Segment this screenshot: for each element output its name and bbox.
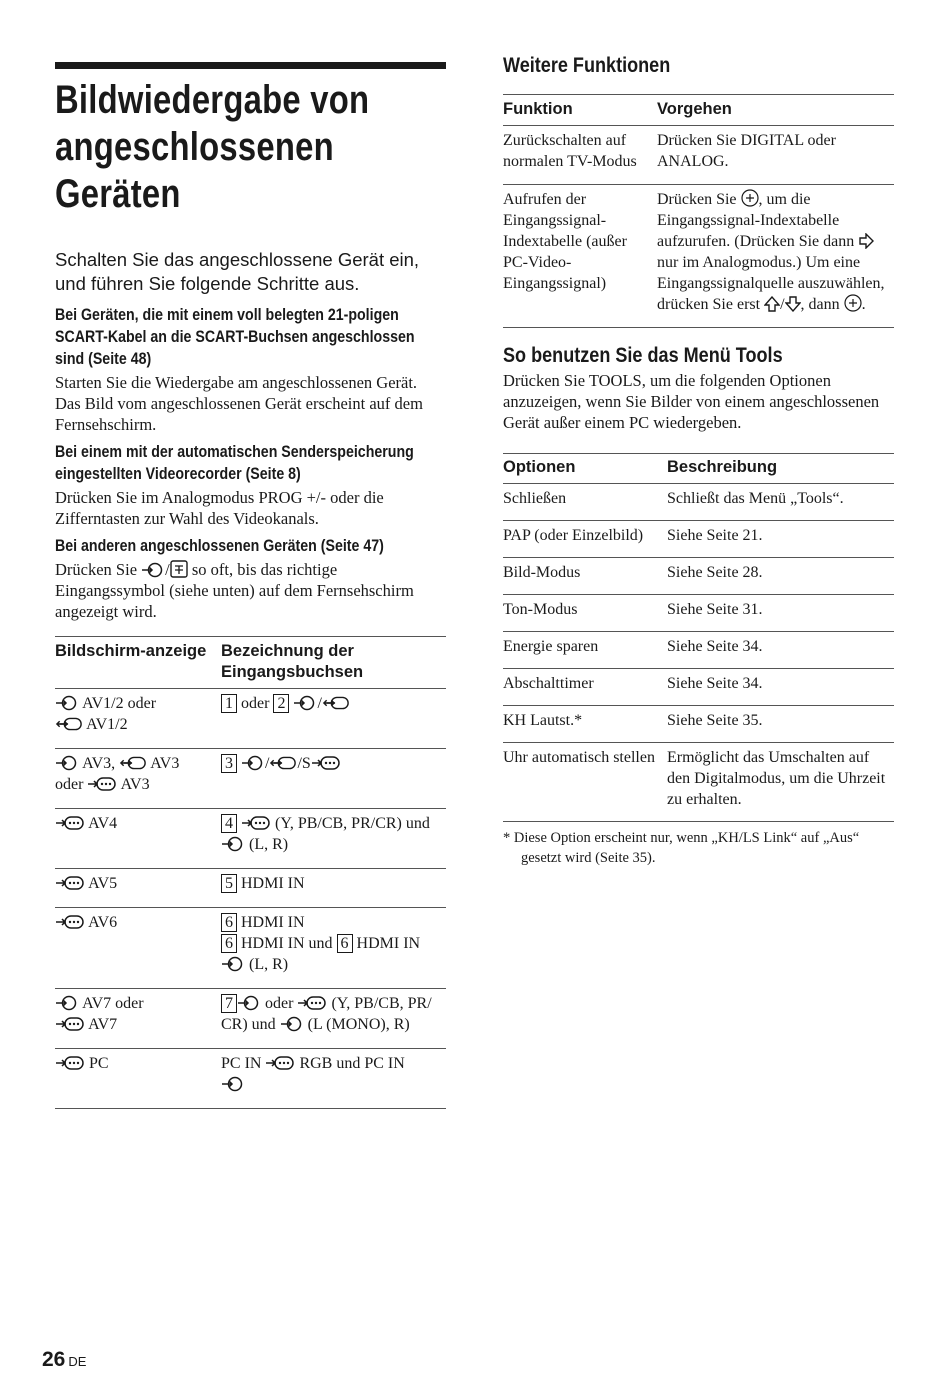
input-icon: [141, 562, 165, 578]
input-table: [55, 636, 446, 1109]
input-icon: [237, 995, 261, 1011]
jack-number: 3: [221, 754, 237, 773]
section-body-other-post: so oft, bis das richtige Eingangssymbol (siehe unten) auf dem Fernsehschirm angezeigt wird.: [55, 560, 414, 621]
component-icon: [241, 815, 271, 831]
rgb-input-icon: [55, 716, 83, 732]
jack-number: 5: [221, 874, 237, 893]
table-row: AV4 4 (Y, PB/CB, PR/CR) und (L, R): [55, 809, 446, 869]
jack-number: 4: [221, 814, 237, 833]
section-body-scart-2: Das Bild vom angeschlossenen Gerät erscheint auf dem Fernsehschirm.: [55, 394, 423, 434]
intro-text: Schalten Sie das angeschlossene Gerät ein, und führen Sie folgende Schritte aus.: [55, 249, 420, 294]
tools-heading: So benutzen Sie das Menü Tools: [503, 344, 783, 367]
jack-number: 1: [221, 694, 237, 713]
page-title: Bildwiedergabe von angeschlossenen Geräten: [55, 78, 370, 216]
input-icon: [55, 695, 79, 711]
arrow-up-icon: [764, 296, 780, 312]
table-row: AV1/2 oder AV1/2 1 oder 2 /: [55, 689, 446, 749]
section-heading-vcr: Bei einem mit der automatischen Senderspeicherung eingestellten Videorecorder (Seite 8): [55, 443, 414, 483]
header-function: Funktion: [503, 95, 657, 126]
table-row: AV7 oder AV7 7 oder (Y, PB/CB, PR/ CR) und (L (MONO), R): [55, 989, 446, 1049]
table-row: PC PC IN RGB und PC IN: [55, 1049, 446, 1109]
plus-circle-icon: [844, 294, 862, 312]
table-row: AV3, AV3 oder AV3 3 / /S: [55, 749, 446, 809]
section-body-vcr: Drücken Sie im Analogmodus PROG +/- oder die Zifferntasten zur Wahl des Videokanals.: [55, 488, 384, 528]
right-column: [503, 52, 894, 868]
table-row: Aufrufen der Eingangssignal-Indextabelle (außer PC-Video-Eingangssignal) Drücken Sie , um die Eingangssignal-Indextabelle aufzurufen. (Drücken Sie dann nur im Analogmodus.) Um eine Eingangssignalquelle auszuwählen, drücken Sie erst / , dann .: [503, 185, 894, 328]
header-procedure: Vorgehen: [657, 95, 894, 126]
title-rule: [55, 62, 446, 69]
scart-icon: [293, 695, 317, 711]
input-icon: [55, 755, 79, 771]
rgb-input-icon: [119, 755, 147, 771]
functions-heading: Weitere Funktionen: [503, 54, 671, 77]
component-icon: [55, 914, 85, 930]
section-body-other: Drücken Sie / so oft, bis das richtige Eingangssymbol (siehe unten) auf dem Fernsehschirm angezeigt wird.: [55, 560, 414, 621]
tools-table: [503, 453, 894, 822]
section-body-scart-1: Starten Sie die Wiedergabe am angeschlossenen Gerät.: [55, 373, 418, 392]
plus-circle-icon: [741, 189, 759, 207]
component-icon: [297, 995, 327, 1011]
table-row: PAP (oder Einzelbild) Siehe Seite 21.: [503, 521, 894, 558]
table-row: AV5 5 HDMI IN: [55, 869, 446, 908]
input-icon: [221, 836, 245, 852]
jack-number: 6: [221, 934, 237, 953]
header-description: Beschreibung: [667, 454, 894, 484]
component-icon: [55, 1016, 85, 1032]
header-options: Optionen: [503, 454, 667, 484]
jack-number: 6: [337, 934, 353, 953]
section-heading-scart: Bei Geräten, die mit einem voll belegten 21-poligen SCART-Kabel an die SCART-Buchsen angeschlossen sind (Seite 48): [55, 306, 415, 368]
svideo-icon: [311, 755, 341, 771]
table-row: Uhr automatisch stellen Ermöglicht das Umschalten auf den Digitalmodus, um die Uhrzeit zu erhalten.: [503, 743, 894, 822]
input-table-header: [55, 637, 446, 689]
component-icon: [55, 875, 85, 891]
table-row: Abschalttimer Siehe Seite 34.: [503, 669, 894, 706]
section-body-other-pre: Drücken Sie: [55, 560, 138, 579]
input-icon: [221, 956, 245, 972]
arrow-down-icon: [785, 296, 801, 312]
page-number: [42, 1348, 86, 1372]
component-icon: [55, 815, 85, 831]
table-row: Schließen Schließt das Menü „Tools“.: [503, 484, 894, 521]
component-icon: [55, 1055, 85, 1071]
page-language: DE: [68, 1354, 87, 1369]
input-icon: [221, 1076, 245, 1092]
component-icon: [265, 1055, 295, 1071]
tv-input-icon: [170, 560, 188, 578]
svideo-icon: [87, 776, 117, 792]
header-display: Bildschirm-anzeige: [55, 637, 221, 689]
table-row: Zurückschalten auf normalen TV-Modus Drücken Sie DIGITAL oder ANALOG.: [503, 126, 894, 185]
section-heading-other: Bei anderen angeschlossenen Geräten (Seite 47): [55, 537, 384, 555]
table-row: AV6 6 HDMI IN 6 HDMI IN und 6 HDMI IN (L, R): [55, 908, 446, 989]
jack-number: 7: [221, 994, 237, 1013]
jack-number: 2: [273, 694, 289, 713]
footnote: * Diese Option erscheint nur, wenn „KH/LS Link“ auf „Aus“ gesetzt wird (Seite 35).: [503, 830, 860, 866]
table-row: Energie sparen Siehe Seite 34.: [503, 632, 894, 669]
input-icon: [55, 995, 79, 1011]
arrow-right-icon: [858, 233, 874, 249]
table-row: Ton-Modus Siehe Seite 31.: [503, 595, 894, 632]
table-row: KH Lautst.* Siehe Seite 35.: [503, 706, 894, 743]
scart-icon: [241, 755, 265, 771]
rgb-input-icon: [322, 695, 350, 711]
page-number-value: 26: [42, 1348, 66, 1371]
input-icon: [280, 1016, 304, 1032]
jack-number: 6: [221, 913, 237, 932]
tools-body: Drücken Sie TOOLS, um die folgenden Optionen anzuzeigen, wenn Sie Bilder von einem angeschlossenen Gerät außer einem PC wiedergeben.: [503, 371, 880, 432]
left-column: [55, 62, 446, 1109]
table-row: Bild-Modus Siehe Seite 28.: [503, 558, 894, 595]
functions-table: [503, 94, 894, 328]
rgb-input-icon: [269, 755, 297, 771]
header-jacks: Bezeichnung der Eingangsbuchsen: [221, 637, 446, 689]
